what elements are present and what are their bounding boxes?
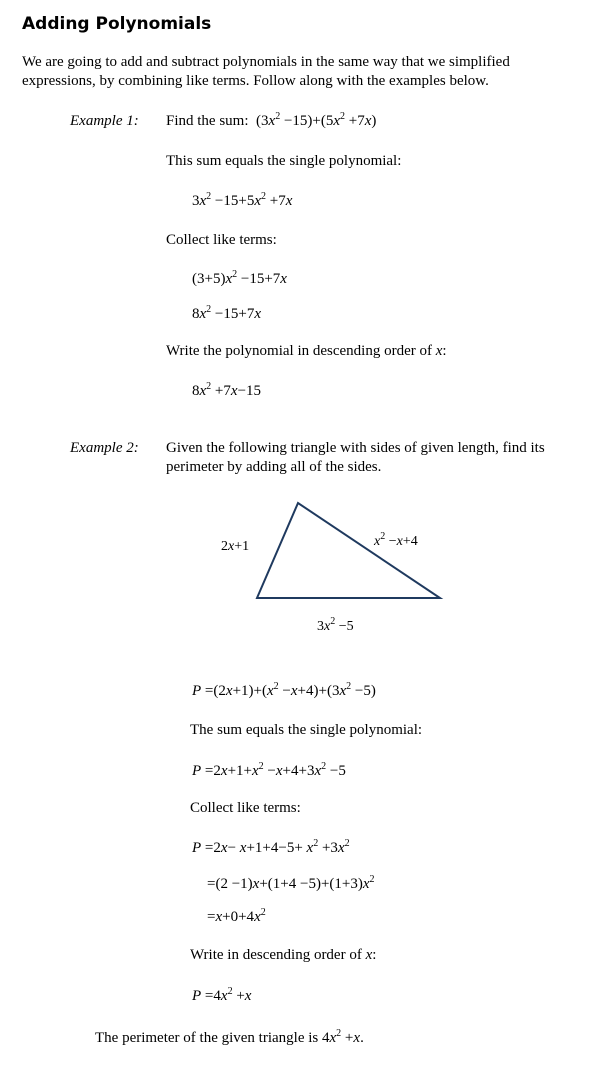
triangle-left-label: 2x+1 — [221, 539, 250, 554]
example1-expression: $(3x^2 -15)+(5x^2 +7x)$ — [252, 111, 377, 129]
triangle-right-label: $x^2 -x+4$ — [374, 531, 418, 549]
example1-step3-colon: : — [442, 343, 447, 359]
triangle-shape — [257, 503, 440, 598]
example2-prompt-line2: perimeter by adding all of the sides. — [166, 459, 382, 475]
example2-step3 — [190, 947, 376, 964]
example2-eq3: $P =2x- x+1+4-5+ x^2 +3x^2$ — [192, 838, 350, 856]
page-title: Adding Polynomials — [22, 14, 212, 34]
example1-eq3: $8x^2 -15+7x$ — [192, 304, 262, 322]
example1-step3-text: Write the polynomial in descending order of — [166, 343, 432, 359]
example2-step2: Collect like terms: — [190, 800, 301, 816]
example2-eq5: $=x+0+4x^2$ — [207, 907, 266, 925]
example2-step3-var: x — [365, 947, 373, 963]
example1-eq2: $(3+5)x^2 -15+7x$ — [192, 269, 287, 287]
example1-step3-var: x — [435, 343, 443, 359]
example2-step1: The sum equals the single polynomial: — [190, 722, 423, 738]
example2-step3-colon: : — [372, 947, 377, 963]
conclusion-text: The perimeter of the given triangle is — [95, 1030, 319, 1046]
example2-eq4: $=(2 -1)x+(1+4 -5)+(1+3)x^2$ — [207, 874, 375, 892]
example1-step2: Collect like terms: — [166, 232, 277, 248]
example1-eq1: $3x^2 -15+5x^2 +7x$ — [192, 191, 293, 209]
conclusion-expression: $4x^2 +x$. — [322, 1028, 364, 1046]
example2-step3-text: Write in descending order of — [190, 947, 362, 963]
example2-eq6: $P =4x^2 +x$ — [192, 986, 252, 1004]
example1-step1: This sum equals the single polynomial: — [166, 153, 402, 169]
example2-conclusion — [95, 1030, 364, 1047]
example1-prompt: Find the sum: — [166, 113, 249, 129]
example2-label: Example 2: — [70, 440, 139, 456]
example2-prompt-line1: Given the following triangle with sides of given length, find its — [166, 440, 545, 456]
triangle-bottom-label: $3x^2 -5$ — [317, 616, 354, 634]
example1-label: Example 1: — [70, 113, 139, 129]
example1-eq4: $8x^2 +7x-15$ — [192, 381, 262, 399]
example2-eq1: $P =(2x+1)+(x^2 -x+4)+(3x^2 -5)$ — [192, 681, 376, 699]
example2-eq2: $P =2x+1+x^2 -x+4+3x^2 -5$ — [192, 761, 346, 779]
intro-paragraph: We are going to add and subtract polynomials in the same way that we simplified expressions, by combining like terms. Follow along with the examples below. — [22, 54, 510, 89]
